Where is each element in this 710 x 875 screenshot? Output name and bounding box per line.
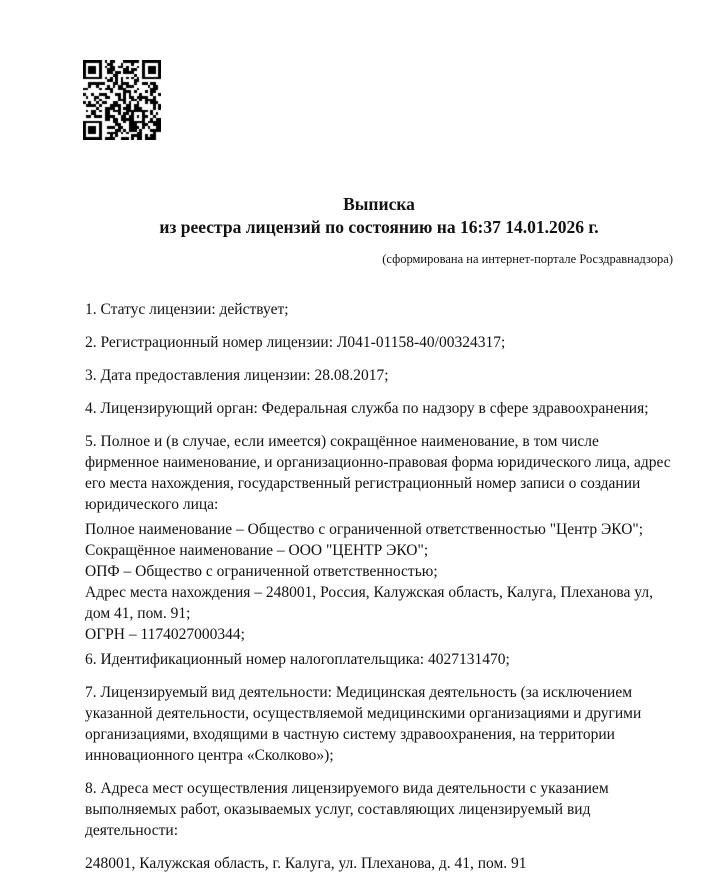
paragraph-registration-number: 2. Регистрационный номер лицензии: Л041-01158-40/00324317; [85,334,506,351]
org-legal-form: ОПФ – Общество с ограниченной ответственностью; [85,563,438,580]
formation-note: (сформирована на интернет-портале Росздравнадзора) [382,252,673,266]
org-full-name: Полное наименование – Общество с ограниченной ответственностью "Центр ЭКО"; [85,521,644,538]
organization-details [85,519,673,645]
paragraph-license-status: 1. Статус лицензии: действует; [85,301,289,318]
org-ogrn: ОГРН – 1174027000344; [85,626,245,643]
paragraph-taxpayer-number: 6. Идентификационный номер налогоплательщика: 4027131470; [85,651,510,668]
paragraph-grant-date: 3. Дата предоставления лицензии: 28.08.2017; [85,367,389,384]
document-title-line1: Выписка [343,194,415,214]
paragraph-licensing-authority: 4. Лицензирующий орган: Федеральная служба по надзору в сфере здравоохранения; [85,400,649,417]
paragraph-activity-address: 248001, Калужская область, г. Калуга, ул. Плеханова, д. 41, пом. 91 [85,855,527,872]
paragraph-licensed-activity: 7. Лицензируемый вид деятельности: Медицинская деятельность (за исключением указанной деятельности, осуществляемой медицинскими организациями и другими организациями, входящими в частную систему здравоохранения, на территории инновационного центра «Сколково»); [85,684,642,764]
document-title-line2: из реестра лицензий по состоянию на 16:37 14.01.2026 г. [159,217,599,237]
org-short-name: Сокращённое наименование – ООО "ЦЕНТР ЭКО"; [85,542,429,559]
paragraph-activity-addresses-intro: 8. Адреса мест осуществления лицензируемого вида деятельности с указанием выполняемых работ, оказываемых услуг, составляющих лицензируемый вид деятельности: [85,780,609,839]
org-address: Адрес места нахождения – 248001, Россия, Калужская область, Калуга, Плеханова ул, дом 41, пом. 91; [85,584,653,622]
document-content [85,0,673,874]
document-title [85,193,673,239]
paragraph-names-intro: 5. Полное и (в случае, если имеется) сокращённое наименование, в том числе фирменное наименование, и организационно-правовая форма юридического лица, адрес его места нахождения, государственный регистрационный номер записи о создании юридического лица: [85,433,671,513]
